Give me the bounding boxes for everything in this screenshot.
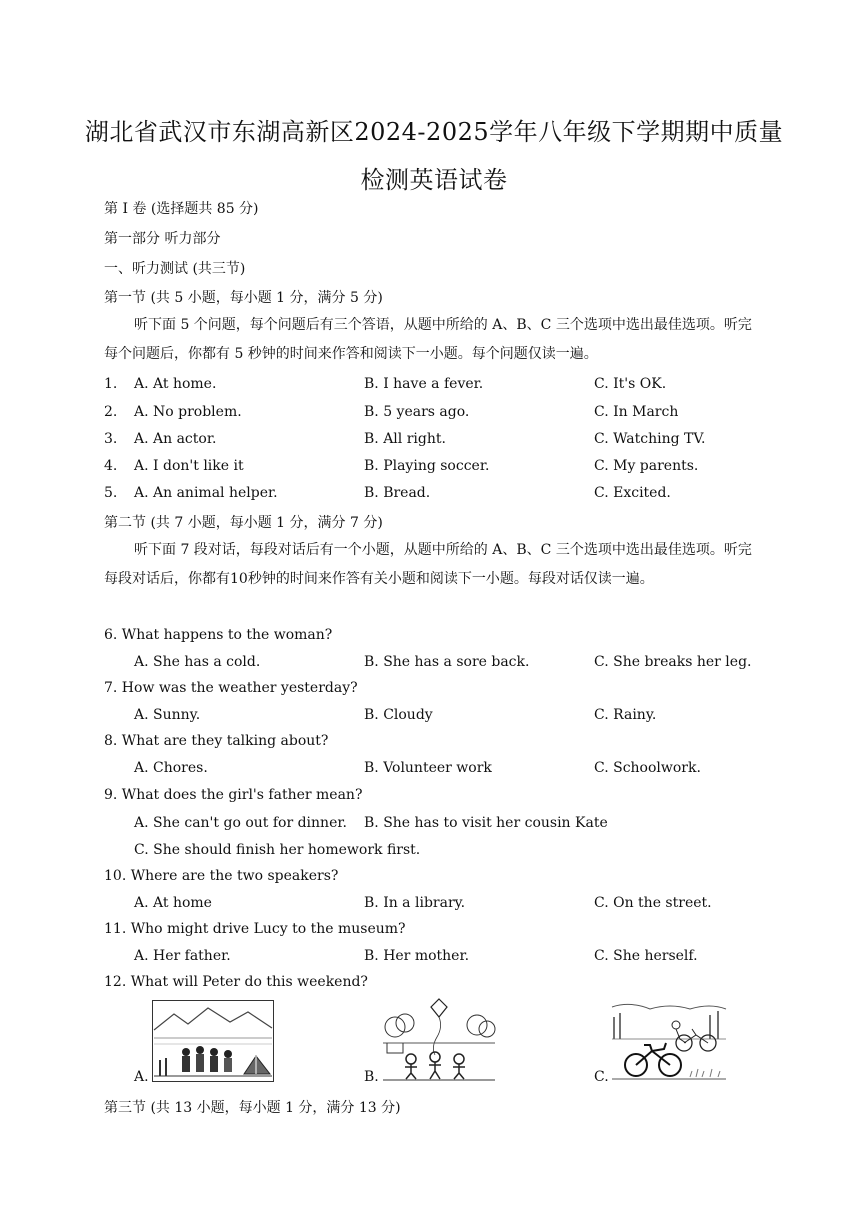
option-b: B. Playing soccer. [364,458,490,474]
exam-title-line2: 检测英语试卷 [360,166,508,194]
exam-title-line1: 湖北省武汉市东湖高新区2024-2025学年八年级下学期期中质量 [84,118,784,146]
kite-flying-picture [381,997,497,1081]
item-number: 4. [104,458,118,474]
option-c: C. She herself. [594,948,698,964]
question-9-stem: 9. What does the girl's father mean? [104,787,363,803]
question-6-stem: 6. What happens to the woman? [104,627,333,643]
option-a: A. She can't go out for dinner. [134,815,347,831]
option-b: B. 5 years ago. [364,404,470,420]
option-a: A. At home. [134,376,217,392]
option-c: C. My parents. [594,458,699,474]
question-7-stem: 7. How was the weather yesterday? [104,680,358,696]
option-a: A. She has a cold. [134,654,261,670]
section1-instruction: 听下面 5 个问题，每个问题后有三个答语，从题中所给的 A、B、C 三个选项中选出最佳选项。听完每个问题后，你都有 5 秒钟的时间来作答和阅读下一小题。每个问题仅读一遍。 [104,317,752,362]
question-12-stem: 12. What will Peter do this weekend? [104,974,368,990]
option-a: A. Sunny. [134,707,201,723]
section1-heading: 第一节 (共 5 小题，每小题 1 分，满分 5 分) [104,290,383,306]
option-b: B. Volunteer work [364,760,492,776]
question-11-stem: 11. Who might drive Lucy to the museum? [104,921,406,937]
option-b: B. In a library. [364,895,466,911]
option-a: A. At home [134,895,212,911]
item-number: 1. [104,376,118,392]
item-number: 2. [104,404,118,420]
option-c: C. It's OK. [594,376,667,392]
option-a: A. Chores. [134,760,208,776]
option-a: A. Her father. [134,948,231,964]
option-a: A. I don't like it [134,458,244,474]
option-a: A. An actor. [134,431,217,447]
option-c: C. Excited. [594,485,671,501]
option-b: B. Bread. [364,485,431,501]
cycling-picture [610,999,728,1083]
option-b: B. All right. [364,431,446,447]
option-c: C. She breaks her leg. [594,654,752,670]
option-c: C. She should finish her homework first. [134,842,421,858]
section2-heading: 第二节 (共 7 小题，每小题 1 分，满分 7 分) [104,515,383,531]
part1-heading: 第一部分 听力部分 [104,231,221,247]
option-c: C. Schoolwork. [594,760,701,776]
volume-heading: 第 I 卷 (选择题共 85 分) [104,201,259,217]
option-b: B. I have a fever. [364,376,484,392]
option-a: A. An animal helper. [134,485,278,501]
camping-picture [152,1000,274,1082]
option-a: A. No problem. [134,404,242,420]
listening-section-heading: 一、听力测试 (共三节) [104,261,246,277]
question-10-stem: 10. Where are the two speakers? [104,868,339,884]
option-a: A. [134,1069,149,1085]
question-8-stem: 8. What are they talking about? [104,733,329,749]
option-b: B. Her mother. [364,948,470,964]
option-b: B. [364,1069,379,1085]
option-c: C. On the street. [594,895,712,911]
option-b: B. Cloudy [364,707,433,723]
section3-heading: 第三节 (共 13 小题，每小题 1 分，满分 13 分) [104,1100,401,1116]
item-number: 5. [104,485,118,501]
option-c: C. Watching TV. [594,431,706,447]
item-number: 3. [104,431,118,447]
section2-instruction: 听下面 7 段对话，每段对话后有一个小题，从题中所给的 A、B、C 三个选项中选出最佳选项。听完每段对话后，你都有10秒钟的时间来作答有关小题和阅读下一小题。每段对话仅读一遍。 [104,542,752,587]
option-b: B. She has a sore back. [364,654,530,670]
option-b: B. She has to visit her cousin Kate [364,815,608,831]
option-c: C. In March [594,404,679,420]
option-c: C. Rainy. [594,707,657,723]
option-c: C. [594,1069,609,1085]
